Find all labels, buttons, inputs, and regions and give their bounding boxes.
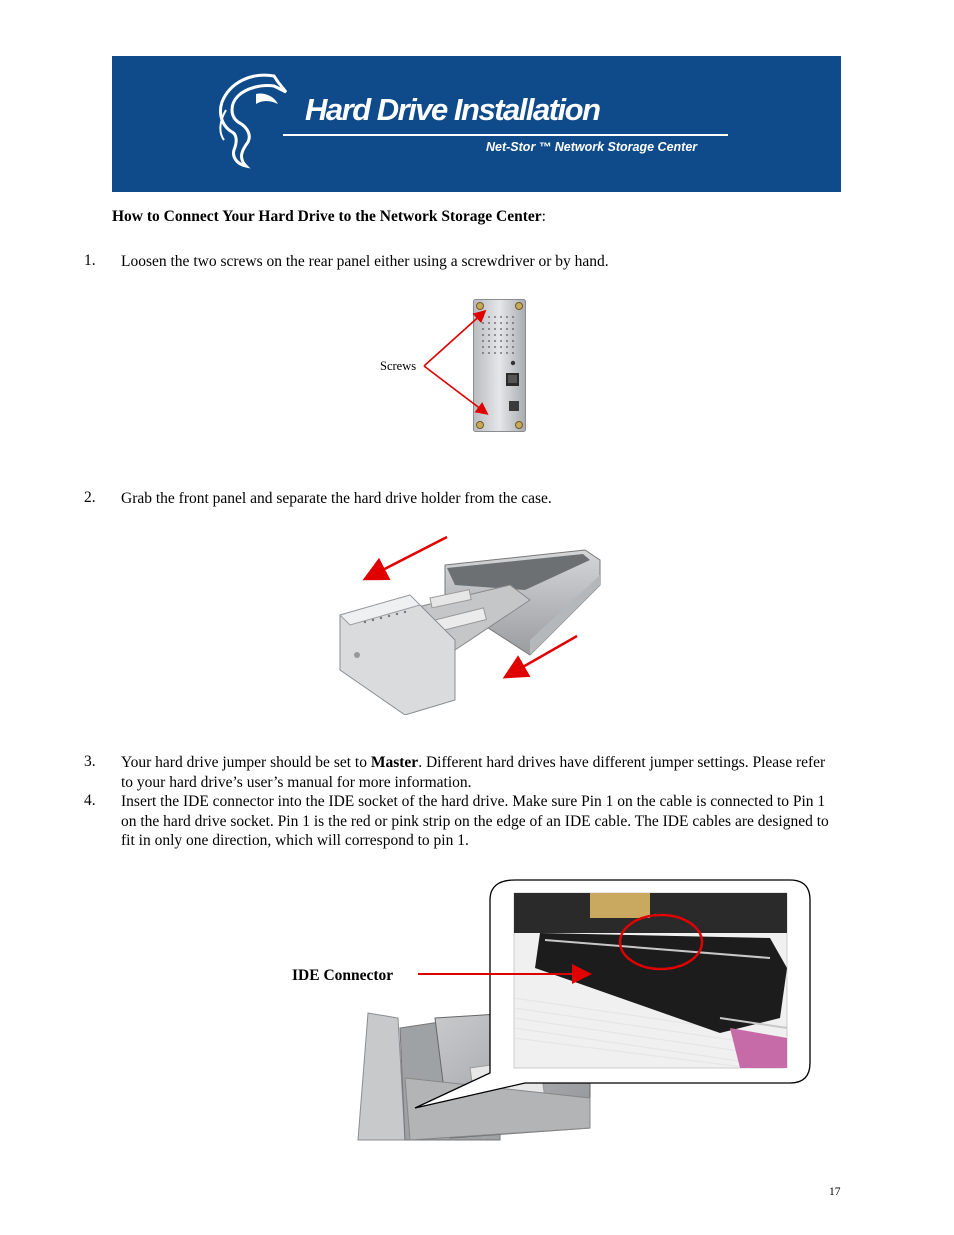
step-3-text: Your hard drive jumper should be set to Master. Different hard drives have different jumper settings. Please refer to your hard drive’s user’s manual for more information. — [121, 754, 826, 791]
banner-subtitle: Net-Stor ™ Network Storage Center — [486, 140, 698, 154]
eagle-logo-icon — [212, 70, 290, 170]
screws-callout-arrows — [420, 300, 500, 420]
banner-title: Hard Drive Installation — [305, 92, 600, 127]
master-emphasis: Master — [370, 754, 419, 771]
banner-divider — [283, 134, 728, 136]
step-3-number: 3. — [84, 753, 96, 770]
drive-holder-image — [335, 530, 605, 715]
step-2-text: Grab the front panel and separate the hard drive holder from the case. — [121, 490, 552, 507]
step-4-number: 4. — [84, 792, 96, 809]
ide-connector-figure — [350, 878, 815, 1148]
page-number: 17 — [829, 1186, 841, 1198]
step-1-text: Loosen the two screws on the rear panel either using a screwdriver or by hand. — [121, 253, 609, 270]
step-1-number: 1. — [84, 252, 96, 269]
screws-label: Screws — [380, 359, 417, 373]
step-4-text: Insert the IDE connector into the IDE socket of the hard drive. Make sure Pin 1 on the cable is connected to Pin 1 on the hard drive socket. Pin 1 is the red or pink strip on the edge of an IDE cable. The IDE cables are designed to fit in only one direction, which will correspond to pin 1. — [121, 793, 829, 849]
step-2-number: 2. — [84, 489, 96, 506]
ide-connector-label: IDE Connector — [292, 967, 394, 984]
section-heading: How to Connect Your Hard Drive to the Network Storage Center: — [112, 208, 546, 225]
